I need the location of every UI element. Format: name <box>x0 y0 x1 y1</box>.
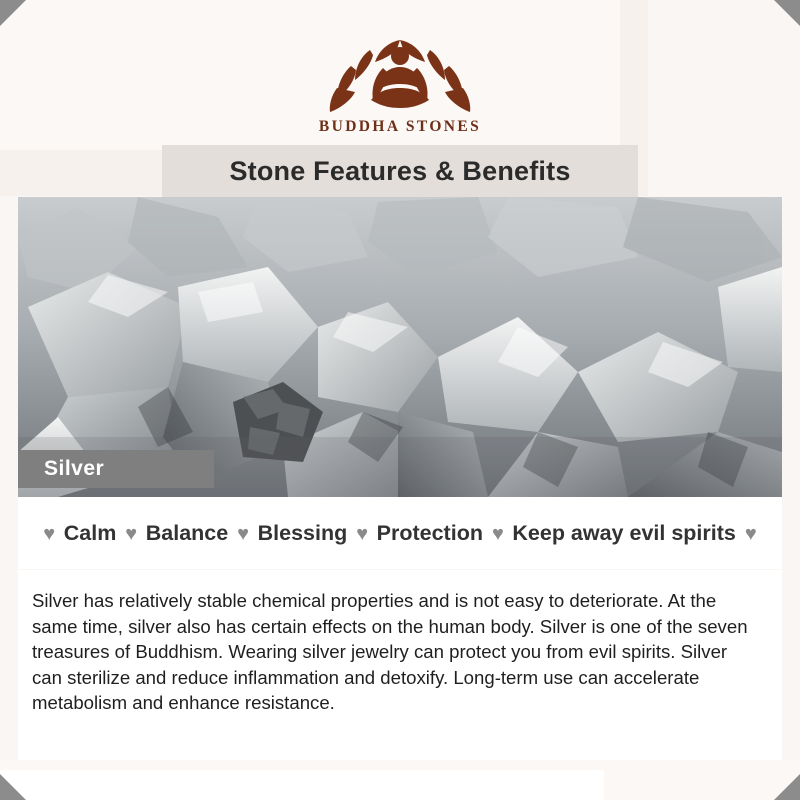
footer-strip-inner <box>0 770 604 800</box>
heart-icon: ♥ <box>43 522 61 545</box>
benefit-item: Blessing <box>257 520 354 545</box>
corner-decor-bottom-left <box>0 774 26 800</box>
benefit-item: Balance <box>145 520 235 545</box>
benefits-strip <box>18 497 782 569</box>
description-block <box>18 570 782 760</box>
lotus-meditation-icon <box>325 22 475 114</box>
page-title: Stone Features & Benefits <box>229 155 571 186</box>
corner-decor-bottom-right <box>774 774 800 800</box>
benefit-item: Keep away evil spirits <box>512 520 742 545</box>
brand-name: BUDDHA STONES <box>318 118 482 135</box>
brand-logo <box>0 22 800 136</box>
corner-decor-top-left <box>0 0 26 26</box>
heart-icon: ♥ <box>125 522 143 545</box>
corner-decor-top-right <box>774 0 800 26</box>
benefit-item: Calm <box>63 520 123 545</box>
heart-icon: ♥ <box>491 522 510 545</box>
section-title-band <box>162 145 638 197</box>
heart-icon: ♥ <box>356 522 374 545</box>
heart-icon: ♥ <box>237 522 255 545</box>
heart-icon: ♥ <box>744 522 757 545</box>
hero-caption <box>18 450 214 488</box>
description-text: Silver has relatively stable chemical properties and is not easy to deteriorate. At the same time, silver also has certain effects on the human body. Silver is one of the seven treasures of Buddhism. Wearing silver jewelry can protect you from evil spirits. Silver can sterilize and reduce inflammation and detoxify. Long-term use can accelerate metabolism and enhance resistance. <box>32 590 748 713</box>
benefit-item: Protection <box>376 520 489 545</box>
footer-strip <box>0 760 800 800</box>
stone-name: Silver <box>44 457 105 480</box>
benefits-list <box>40 521 759 546</box>
